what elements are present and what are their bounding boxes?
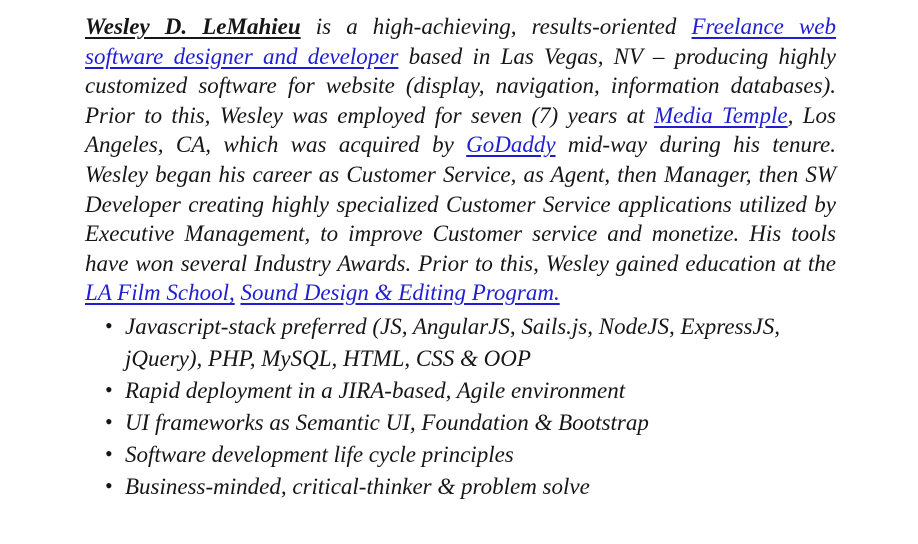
bio-text-segment: mid-way during his tenure. Wesley began his career as Customer Service, as Agent, then Manager, then SW Developer creating highly specialized Customer Service applications utilized by Executive Management, to improve Customer service and monetize. His tools have won several Industry Awards. Prior to this, Wesley gained education at the (85, 132, 836, 276)
skill-item-rapid-deployment (105, 375, 836, 407)
skill-text: Rapid deployment in a JIRA-based, Agile environment (125, 377, 626, 403)
skills-list (85, 311, 836, 503)
person-name: Wesley D. LeMahieu (85, 14, 301, 39)
skill-item-ui-frameworks (105, 407, 836, 439)
skill-item-business-minded (105, 471, 836, 503)
skill-item-javascript-stack (105, 311, 836, 375)
skill-text: Business-minded, critical-thinker & problem solve (125, 473, 590, 499)
skill-text: Javascript-stack preferred (JS, AngularJS, Sails.js, NodeJS, ExpressJS, jQuery), PHP, MySQL, HTML, CSS & OOP (125, 313, 780, 371)
bio-text-segment: is a high-achieving, results-oriented (300, 14, 692, 39)
link-media-temple[interactable]: Media Temple (653, 102, 788, 128)
link-freelance-web-software-designer[interactable]: Freelance web software designer and developer (85, 14, 836, 69)
bullet-icon: • (105, 312, 113, 338)
link-la-film-school[interactable]: LA Film School, (85, 280, 235, 306)
skill-text: UI frameworks as Semantic UI, Foundation & Bootstrap (125, 409, 649, 435)
bullet-icon: • (105, 408, 113, 434)
link-sound-design-editing-program[interactable]: Sound Design & Editing Program. (240, 280, 560, 306)
bullet-icon: • (105, 376, 113, 402)
bio-text-segment: , Los Angeles, CA, which was acquired by (85, 102, 836, 158)
bio-text-segment: based in Las Vegas, NV – producing highly customized software for website (display, navigation, information databases). Prior to this, Wesley was employed for seven (7) years at (85, 43, 836, 128)
bullet-icon: • (105, 472, 113, 498)
skill-item-sdlc (105, 439, 836, 471)
link-godaddy[interactable]: GoDaddy (466, 132, 556, 158)
bullet-icon: • (105, 440, 113, 466)
skill-text: Software development life cycle principles (125, 441, 514, 467)
bio-paragraph (85, 12, 836, 308)
